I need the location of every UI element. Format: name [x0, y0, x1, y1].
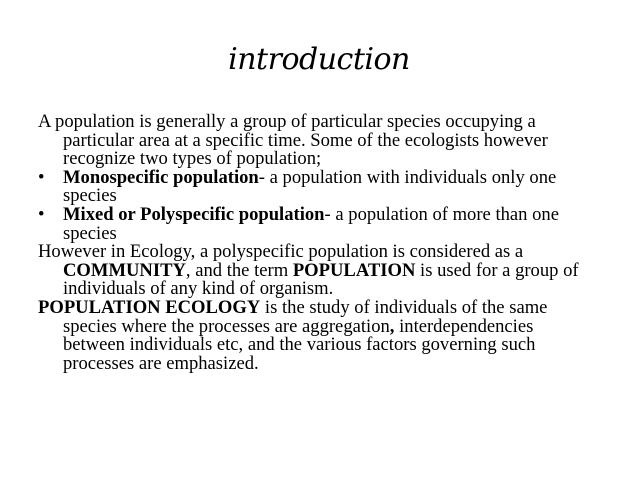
- bullet-text-polyspecific: - a population of more than one species: [63, 203, 559, 244]
- population-ecology-term: POPULATION ECOLOGY: [38, 296, 261, 318]
- population-ecology-text-d: interdependencies between individuals etc, and the various factors governing such processes are emphasized.: [63, 315, 536, 374]
- slide-title: introduction: [228, 42, 410, 77]
- bullet-marker: •: [38, 166, 45, 188]
- population-ecology-paragraph: [38, 296, 598, 374]
- bullet-polyspecific: [38, 203, 598, 244]
- community-text-c: , and the term: [185, 259, 293, 281]
- intro-paragraph-text: A population is generally a group of particular species occupying a particular area at a specific time. Some of the ecologists however recognize two types of population;: [38, 111, 548, 170]
- community-text-a: However in Ecology, a polyspecific population is considered as a: [38, 241, 524, 263]
- bullet-term-polyspecific: Mixed or Polyspecific population: [63, 203, 325, 225]
- community-text-e: is used for a group of individuals of any kind of organism.: [63, 259, 579, 300]
- community-term: COMMUNITY: [63, 259, 186, 281]
- bullet-monospecific: [38, 166, 598, 207]
- intro-paragraph: [38, 113, 598, 169]
- population-term: POPULATION: [292, 259, 416, 281]
- slide-body: [38, 113, 598, 373]
- population-ecology-comma: ,: [389, 315, 395, 337]
- bullet-marker: •: [38, 203, 45, 225]
- population-ecology-text-b: is the study of individuals of the same species where the processes are aggregation: [63, 296, 548, 337]
- community-paragraph: [38, 243, 598, 299]
- bullet-term-monospecific: Monospecific population: [63, 166, 259, 188]
- bullet-text-monospecific: - a population with individuals only one species: [63, 166, 557, 207]
